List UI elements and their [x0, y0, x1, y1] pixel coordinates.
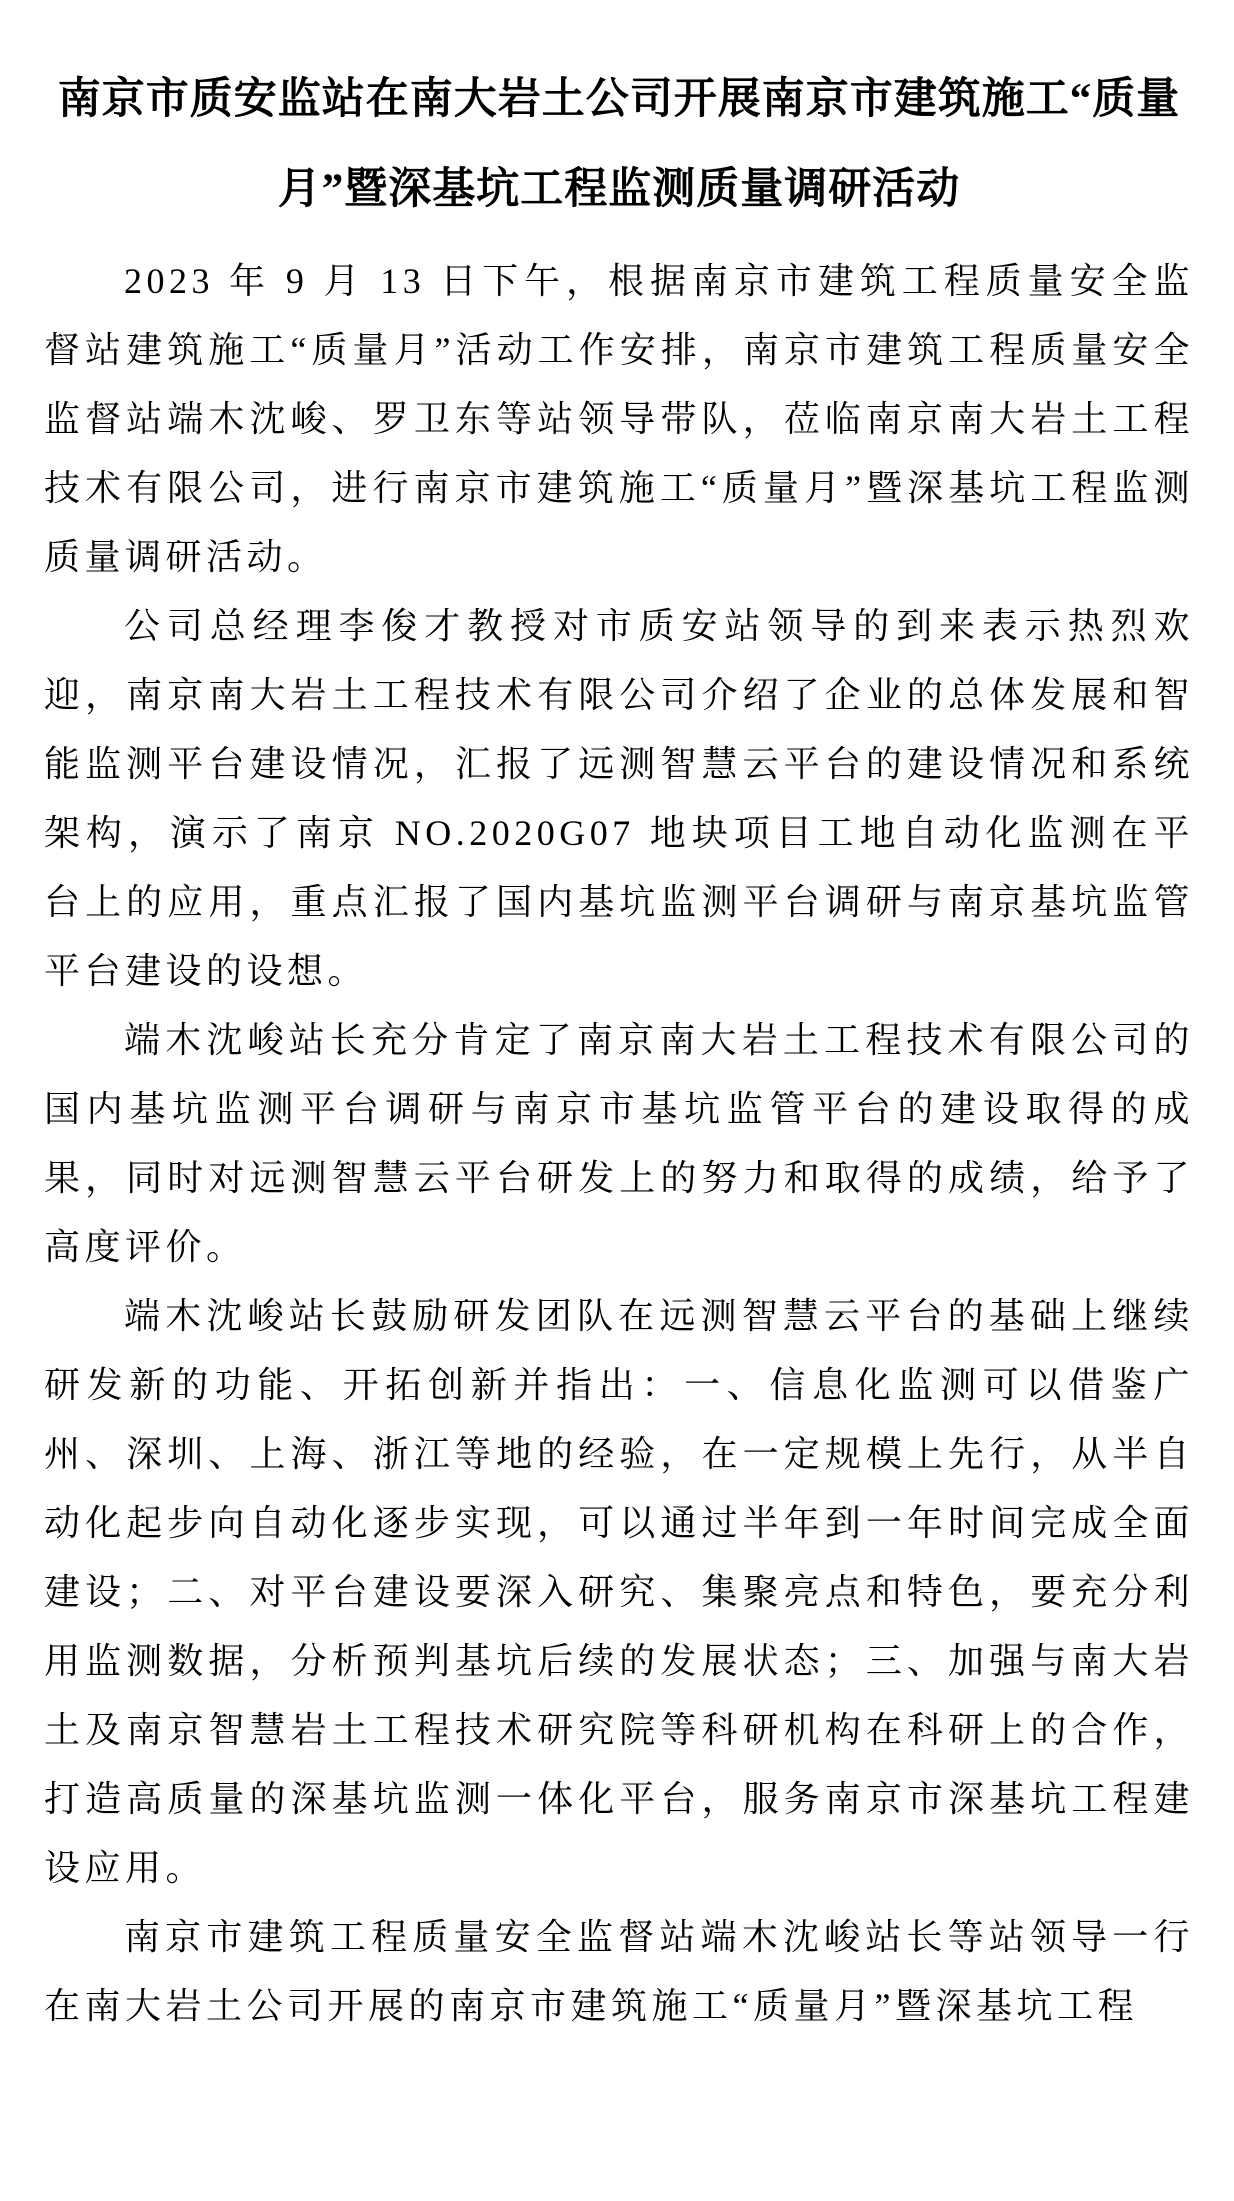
- paragraph-1: 2023 年 9 月 13 日下午，根据南京市建筑工程质量安全监督站建筑施工“质量月”活动工作安排，南京市建筑工程质量安全监督站端木沈峻、罗卫东等站领导带队，莅临南京南大岩土工程技术有限公司，进行南京市建筑施工“质量月”暨深基坑工程监测质量调研活动。: [44, 261, 1194, 577]
- document-title: 南京市质安监站在南大岩土公司开展南京市建筑施工“质量月”暨深基坑工程监测质量调研活动: [57, 76, 1181, 213]
- paragraph-3: 端木沈峻站长充分肯定了南京南大岩土工程技术有限公司的国内基坑监测平台调研与南京市基坑监管平台的建设取得的成果，同时对远测智慧云平台研发上的努力和取得的成绩，给予了高度评价。: [44, 1020, 1194, 1267]
- paragraph-5: 南京市建筑工程质量安全监督站端木沈峻站长等站领导一行在南大岩土公司开展的南京市建筑施工“质量月”暨深基坑工程: [44, 1917, 1194, 2026]
- article-body: [44, 247, 1194, 2041]
- paragraph-4: 端木沈峻站长鼓励研发团队在远测智慧云平台的基础上继续研发新的功能、开拓创新并指出：一、信息化监测可以借鉴广州、深圳、上海、浙江等地的经验，在一定规模上先行，从半自动化起步向自动化逐步实现，可以通过半年到一年时间完成全面建设；二、对平台建设要深入研究、集聚亮点和特色，要充分利用监测数据，分析预判基坑后续的发展状态；三、加强与南大岩土及南京智慧岩土工程技术研究院等科研机构在科研上的合作，打造高质量的深基坑监测一体化平台，服务南京市深基坑工程建设应用。: [44, 1296, 1194, 1888]
- paragraph-2: 公司总经理李俊才教授对市质安站领导的到来表示热烈欢迎，南京南大岩土工程技术有限公司介绍了企业的总体发展和智能监测平台建设情况，汇报了远测智慧云平台的建设情况和系统架构，演示了南京 NO.2020G07 地块项目工地自动化监测在平台上的应用，重点汇报了国内基坑监测平台调研与南京基坑监管平台建设的设想。: [44, 606, 1194, 991]
